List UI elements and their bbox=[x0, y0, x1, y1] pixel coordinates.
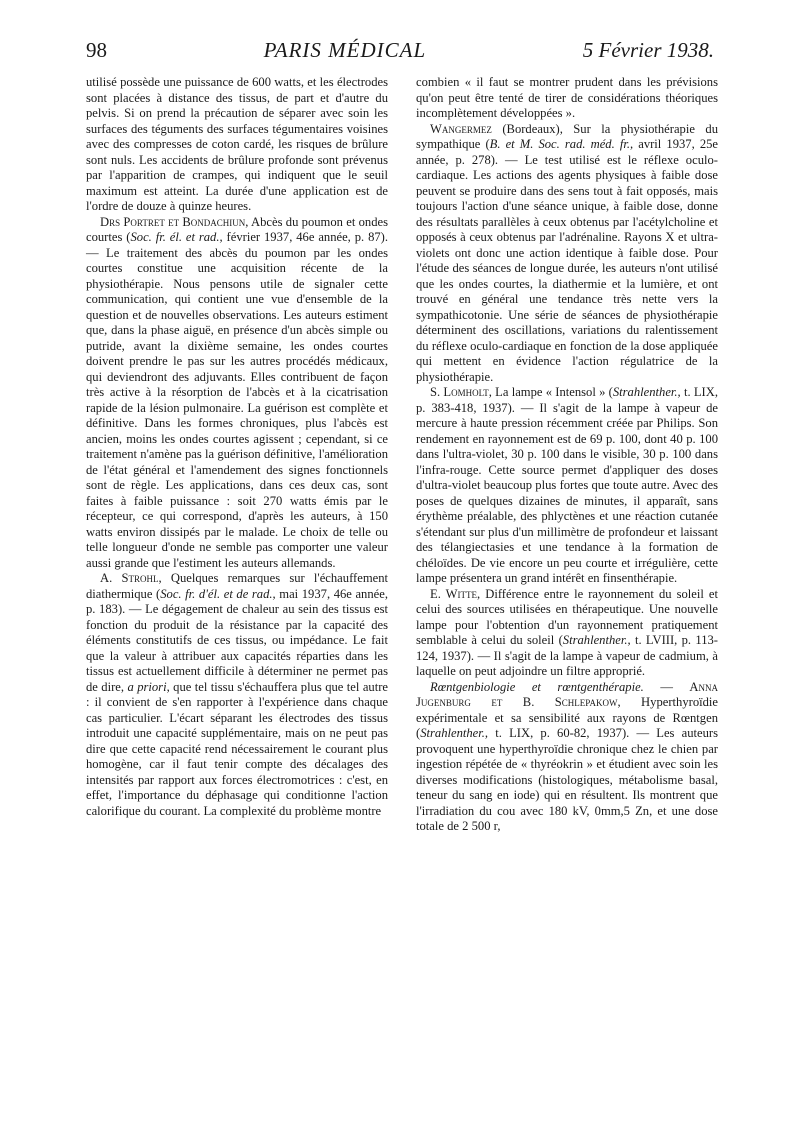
abstract-strohl bbox=[86, 571, 388, 819]
abstract-reference: t. LVIII, p. 113-124, 1937). — bbox=[416, 633, 718, 663]
abstract-body: Les auteurs provoquent une hyperthyroïdie chronique chez le chien par ingestion répétée de « thyréokrin » et étudient avec soin les diverses modifications (histologiques, métabolisme basal, teneur du sang en iode) qui en résultent. Ils montrent que l'irradiation du cou avec 180 kV, 0mm,5 Zn, et une dose totale de 2 500 r, bbox=[416, 726, 719, 833]
abstract-title: Différence entre le rayonnement du soleil et celui des sources utilisées en thérapeutique. Une nouvelle lampe pour l'obtention d'un rayonnement pratiquement semblable à celui du soleil ( bbox=[416, 586, 719, 647]
abstract-reference: mai 1937, 46e année, p. 183). — bbox=[86, 586, 388, 616]
abstract-reference: avril 1937, 25e année, p. 278). — bbox=[416, 137, 718, 167]
section-roentgen bbox=[416, 680, 718, 835]
journal-title: PARIS MÉDICAL bbox=[263, 38, 427, 62]
abstract-journal: B. et M. Soc. rad. méd. fr., bbox=[489, 137, 634, 151]
page-number: 98 bbox=[86, 38, 107, 62]
abstract-reference: t. LIX, p. 383-418, 1937). — bbox=[416, 385, 718, 415]
abstract-emphasis: a priori bbox=[127, 679, 167, 694]
abstract-body: Le test utilisé est le réflexe oculo-cardiaque. Les actions des agents physiques à faible dose peuvent se produire dans des sens tout à fait opposés, mais toujours l'action d'une séance unique, à faible dose, donne des résultats parallèles à ceux obtenus par l'acétylcholine et opposés à ceux obtenus par l'adrénaline. Rayons X et ultra-violets ont donc une action identique à faible dose. Pour l'étude des séances de longue durée, les auteurs n'ont utilisé que les ondes courtes, la diathermie et la lumière, et ont trouvé en général une tendance très nette vers la sympathicotonie. Une série de séances de physiothérapie déterminent des oscillations, variations du ralentissement du réflexe oculo-cardiaque en fonction de la dose appliquée qui mettent en évidence l'action régulatrice de la physiothérapie. bbox=[416, 152, 718, 384]
abstract-body: Le dégagement de chaleur au sein des tissus est fonction du produit de la résistance par la capacité des éléments constitutifs de ces tissus, ou impédance. Le fait que la valeur à attribuer aux capacités réparties dans les tissus est actuellement difficile à déterminer ne permet pas de dire, bbox=[86, 602, 389, 694]
abstract-reference: février 1937, 46e année, p. 87). — bbox=[86, 230, 388, 260]
abstract-journal: Strahlenther., bbox=[420, 726, 489, 740]
abstract-body: , que tel tissu s'échauffera plus que tel autre : il convient de s'en rapporter à l'expérience dans chaque cas particulier. L'écart séparant les électrodes des tissus introduit une capacité supplémentaire, mais on ne peut pas dire que cette capacité rend nécessairement le courant plus homogène, car il faut tenir compte des décalages des intensités par rapport aux forces électromotrices : c'est, en effet, l'importance du déphasage qui conditionne l'action calorifique du courant. La complexité du problème montre bbox=[86, 679, 388, 818]
abstract-authors: A. Strohl, bbox=[100, 571, 162, 585]
abstract-journal: Strahlenther., bbox=[612, 385, 681, 399]
abstract-witte bbox=[416, 587, 718, 680]
abstract-authors: Anna Jugenburg et B. Schlepakow, bbox=[416, 679, 718, 709]
abstract-body: Le traitement des abcès du poumon par les ondes courtes constitue une acquisition récente de la physiothérapie. Nous pensons utile de signaler cette communication, qui contient une vue d'ensemble de la question et de nouvelles observations. Les auteurs estiment que, dans la phase aiguë, en présence d'un abcès simple ou putride, avant la dixième semaine, les ondes courtes doivent prendre le pas sur les autres procédés médicaux, qui deviendront des adjuvants. Elles contribuent de façon très active à la résorption de l'abcès et à la cicatrisation rapide de la lésion pulmonaire. La guérison est complète et définitive. Dans les formes chroniques, plus l'abcès est ancien, moins les ondes courtes agissent ; cependant, si ce traitement n'amène pas la guérison définitive, l'amélioration de l'état général et l'amendement des signes fonctionnels sont de règle. Les applications, dans ces deux cas, sont faites à faible puissance : soit 270 watts émis par le récepteur, ce qui correspond, d'après les auteurs, à 150 watts environ dissipés par le malade. Le choix de telle ou telle longueur d'onde ne semble pas comporter une valeur aussi grande que l'estiment les auteurs allemands. bbox=[86, 245, 388, 570]
section-heading: Rœntgenbiologie et rœntgenthérapie. bbox=[430, 679, 644, 694]
abstract-title: Quelques remarques sur l'échauffement diathermique ( bbox=[86, 571, 388, 601]
page-header bbox=[86, 38, 714, 68]
abstract-body: Il s'agit de la lampe à vapeur de cadmium, à laquelle on peut adjoindre un filtre approprié. bbox=[416, 648, 719, 678]
abstract-title: Abcès du poumon et ondes courtes ( bbox=[86, 214, 388, 244]
abstract-title: Hyperthyroïdie expérimentale et sa sensibilité aux rayons de Rœntgen ( bbox=[416, 695, 718, 740]
abstract-lomholt bbox=[416, 385, 718, 587]
abstract-title: La lampe « Intensol » ( bbox=[491, 385, 613, 399]
abstract-wangermez bbox=[416, 122, 718, 386]
abstract-authors: Drs Portret et Bondachiun, bbox=[100, 214, 249, 229]
abstract-reference: t. LIX, p. 60-82, 1937). — bbox=[488, 726, 657, 740]
left-column bbox=[86, 75, 388, 819]
paragraph-continuation: combien « il faut se montrer prudent dans les prévisions qu'on peut être tenté de tirer de considérations théoriques incomplètement développées ». bbox=[416, 75, 718, 120]
issue-date: 5 Février 1938. bbox=[582, 38, 714, 62]
abstract-authors: E. Witte, bbox=[430, 586, 481, 601]
section-dash: — bbox=[643, 679, 690, 694]
abstract-journal: Soc. fr. d'él. et de rad., bbox=[160, 586, 276, 601]
abstract-body: Il s'agit de la lampe à vapeur de mercure à haute pression récemment créée par Philips. Son rendement en rayonnement est de 69 p. 100, dont 40 p. 100 dans l'ultra-violet, 30 p. 100 dans le visible, 30 p. 100 dans l'infra-rouge. Cette source permet d'appliquer des doses d'ultra-violet beaucoup plus fortes que toute autre. Avec des poses de quelques dizaines de minutes, il apparaît, sans érythème préalable, des phlyctènes et une réaction cutanée s'étendant sur plus d'un millimètre de profondeur et laissant des télangiectasies et une tendance à la formation de chéloïdes. De vie encore un peu courte et irrégulière, cette lampe présentera un grand intérêt en finsenthérapie. bbox=[416, 400, 718, 585]
paragraph-continuation: utilisé possède une puissance de 600 watts, et les électrodes sont placées à distance des tissus, de part et d'autre du pelvis. Si on prend la précaution de séparer avec soin les surfaces des téguments des surfaces tégumentaires voisines avec des compresses de coton cardé, les risques de brûlure sont nuls. Les accidents de brûlure profonde sont prévenus par l'apparition de crampes, qui indiquent que le seuil maximum est atteint. La durée d'une application est de l'ordre de douze à quinze heures. bbox=[86, 75, 388, 213]
abstract-title: (Bordeaux), Sur la physiothérapie du sympathique ( bbox=[416, 121, 718, 151]
abstract-journal: Strahlenther., bbox=[562, 633, 631, 647]
abstract-authors: Wangermez bbox=[430, 121, 492, 136]
abstract-portret-bondachiun bbox=[86, 215, 388, 572]
abstract-journal: Soc. fr. él. et rad., bbox=[130, 230, 223, 244]
right-column bbox=[416, 75, 718, 835]
abstract-authors: S. Lomholt, bbox=[430, 385, 492, 399]
